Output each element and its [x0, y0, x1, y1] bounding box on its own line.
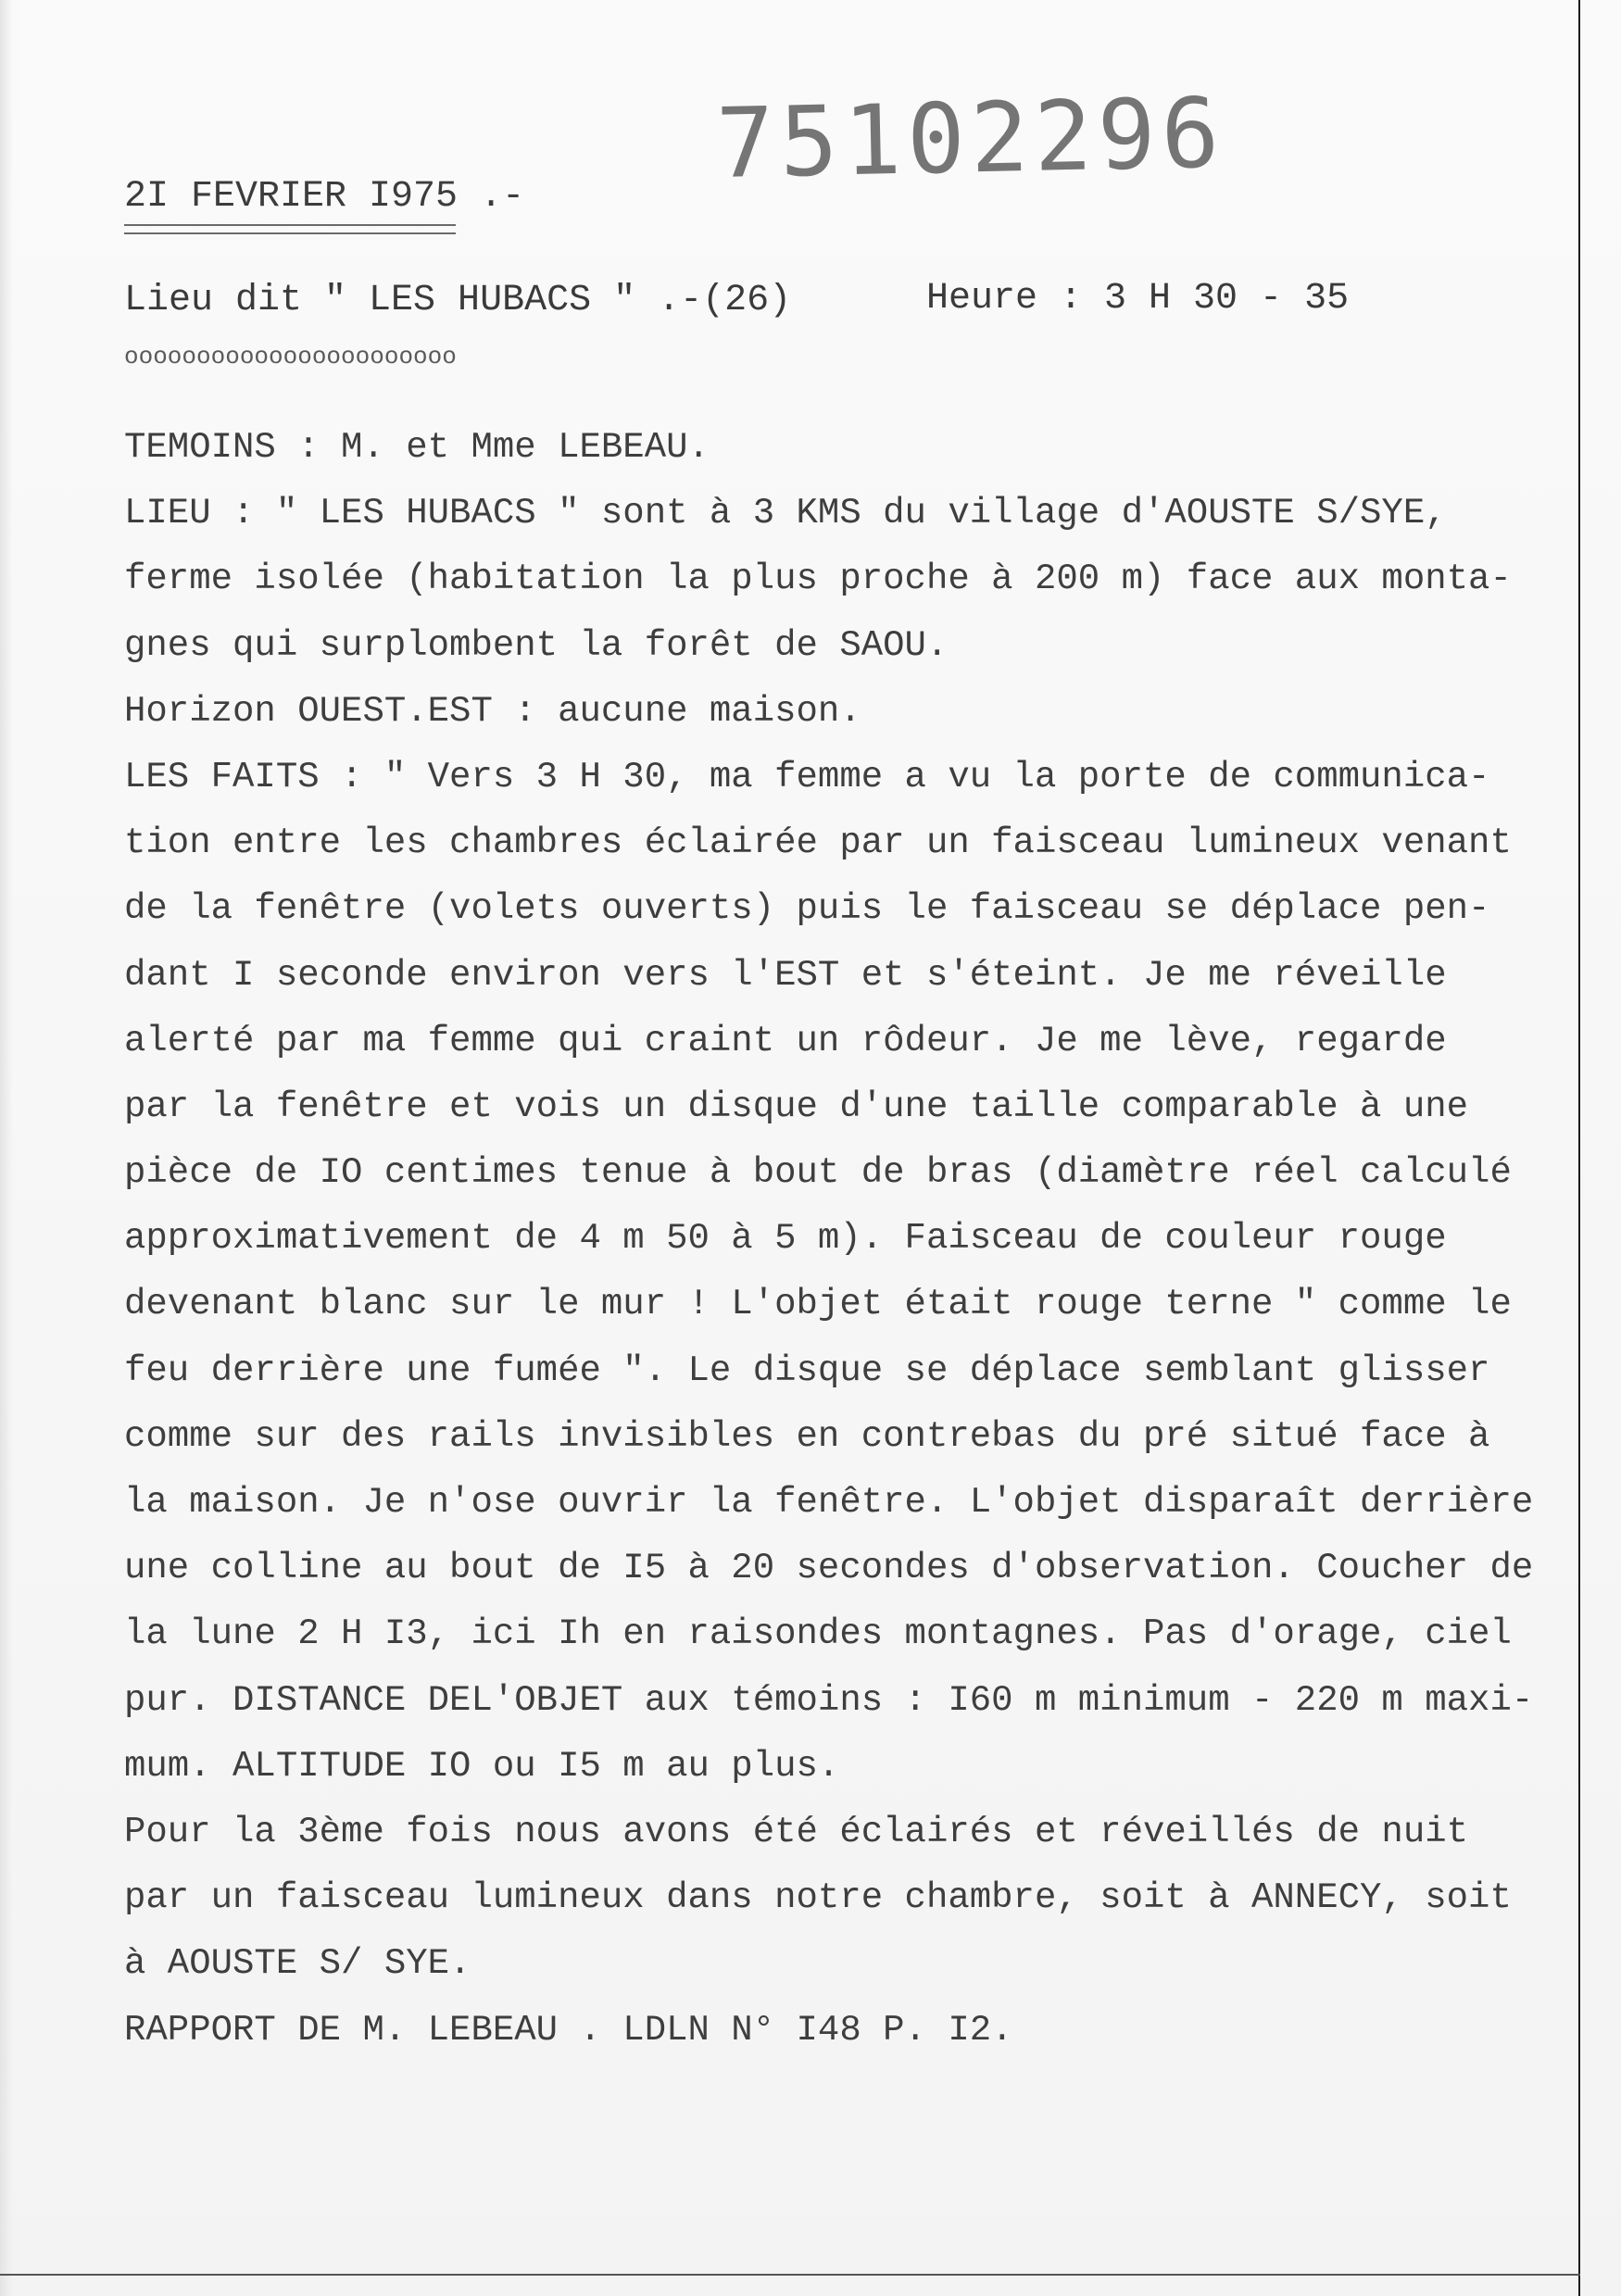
text-line: Pour la 3ème fois nous avons été éclairés et réveillés de nuit	[124, 1811, 1469, 1852]
text-line: LES FAITS : " Vers 3 H 30, ma femme a vu la porte de communica-	[124, 756, 1490, 797]
text-line: pièce de IO centimes tenue à bout de bras (diamètre réel calculé	[124, 1152, 1512, 1194]
text-line: tion entre les chambres éclairée par un faisceau lumineux venant	[124, 822, 1512, 864]
text-line: par un faisceau lumineux dans notre chambre, soit à ANNECY, soit	[124, 1877, 1512, 1919]
text-line: feu derrière une fumée ". Le disque se déplace semblant glisser	[124, 1349, 1490, 1391]
text-line: gnes qui surplombent la forêt de SAOU.	[124, 624, 949, 666]
text-line: par la fenêtre et vois un disque d'une taille comparable à une	[124, 1085, 1469, 1127]
text-line: dant I seconde environ vers l'EST et s'éteint. Je me réveille	[124, 954, 1447, 996]
report-date: 2I FEVRIER I975 .-	[124, 176, 525, 218]
text-line: à AOUSTE S/ SYE.	[124, 1943, 471, 1985]
text-line: la maison. Je n'ose ouvrir la fenêtre. L'objet disparaît derrière	[124, 1482, 1534, 1523]
report-body	[124, 415, 1532, 2064]
scan-right-edge	[1578, 0, 1580, 2296]
text-line: pur. DISTANCE DEL'OBJET aux témoins : I60 m minimum - 220 m maxi-	[124, 1679, 1534, 1721]
reference-number-stamp: 75102296	[715, 76, 1226, 200]
text-line: LIEU : " LES HUBACS " sont à 3 KMS du village d'AOUSTE S/SYE,	[124, 493, 1447, 534]
scan-bottom-edge	[0, 2274, 1580, 2276]
date-underline	[124, 224, 456, 234]
text-line: Horizon OUEST.EST : aucune maison.	[124, 690, 861, 732]
text-line: approximativement de 4 m 50 à 5 m). Faisceau de couleur rouge	[124, 1218, 1447, 1260]
text-line: de la fenêtre (volets ouverts) puis le faisceau se déplace pen-	[124, 888, 1490, 930]
text-line: mum. ALTITUDE IO ou I5 m au plus.	[124, 1745, 840, 1787]
text-line: RAPPORT DE M. LEBEAU . LDLN N° I48 P. I2.	[124, 2009, 1013, 2051]
scan-left-shadow	[0, 0, 13, 2296]
text-line: une colline au bout de I5 à 20 secondes d'observation. Coucher de	[124, 1548, 1534, 1589]
text-line: ferme isolée (habitation la plus proche à 200 m) face aux monta-	[124, 558, 1512, 600]
place-heading: Lieu dit " LES HUBACS " .-(26)	[124, 280, 792, 321]
text-line: TEMOINS : M. et Mme LEBEAU.	[124, 427, 710, 468]
separator-line: ooooooooooooooooooooooo	[124, 343, 457, 370]
text-line: alerté par ma femme qui craint un rôdeur. Je me lève, regarde	[124, 1020, 1447, 1061]
hour-heading: Heure : 3 H 30 - 35	[926, 278, 1350, 320]
text-line: comme sur des rails invisibles en contrebas du pré situé face à	[124, 1415, 1490, 1457]
text-line: la lune 2 H I3, ici Ih en raisondes montagnes. Pas d'orage, ciel	[124, 1613, 1512, 1655]
text-line: devenant blanc sur le mur ! L'objet était rouge terne " comme le	[124, 1284, 1512, 1325]
